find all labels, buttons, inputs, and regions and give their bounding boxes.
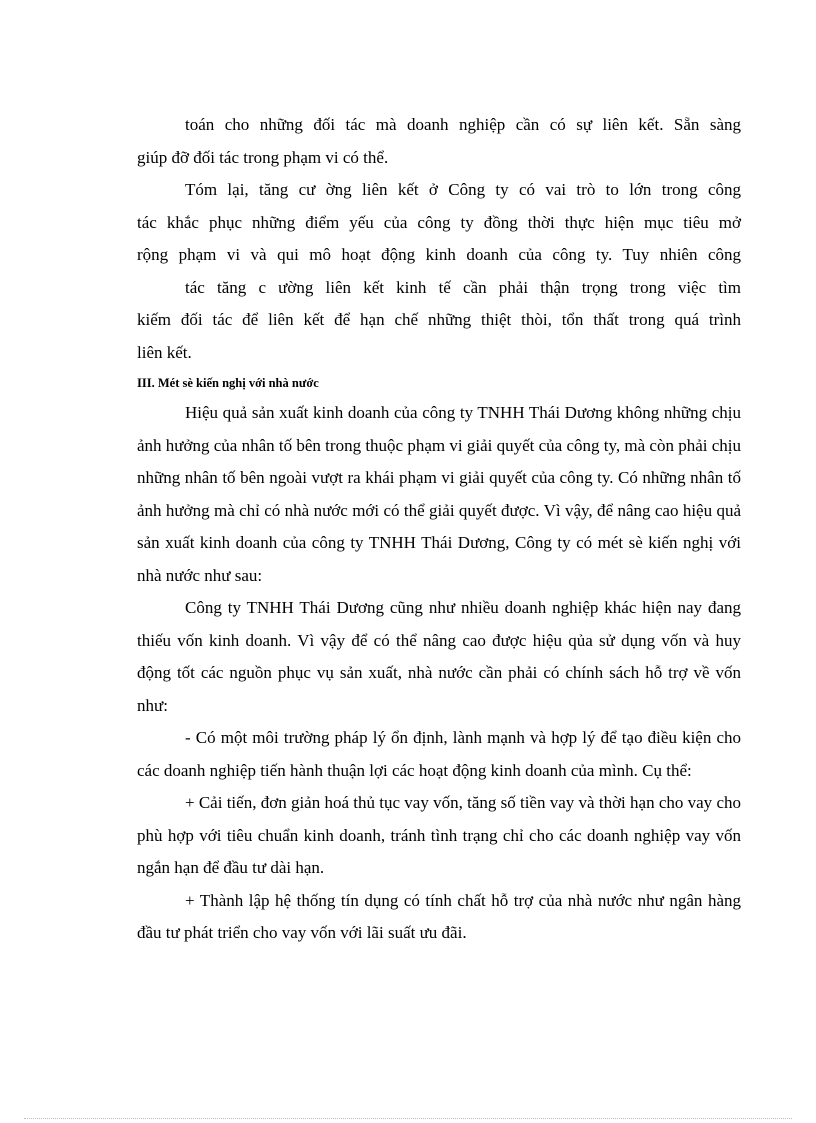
paragraph: - Có một môi trường pháp lý ổn định, lành mạnh và hợp lý để tạo điều kiện cho các doanh nghiệp tiến hành thuận lợi các hoạt động kinh doanh của mình. Cụ thể: <box>137 728 741 780</box>
paragraph: + Cải tiến, đơn giản hoá thủ tục vay vốn, tăng số tiền vay và thời hạn cho vay cho phù hợp với tiêu chuẩn kinh doanh, tránh tình trạng chỉ cho các doanh nghiệp vay vốn ngắn hạn để đầu tư dài hạn. <box>137 793 741 877</box>
text-line: toán cho những đối tác mà doanh nghiệp cần có sự liên kết. Sẵn sàng <box>185 115 741 134</box>
document-body <box>137 109 741 950</box>
paragraph: Hiệu quả sản xuất kinh doanh của công ty TNHH Thái Dương không những chịu ảnh hưởng của nhân tố bên trong thuộc phạm vi giải quyết của công ty, mà còn phải chịu những nhân tố bên ngoài vượt ra khái phạm vi giải quyết của công ty. Có những nhân tố ảnh hưởng mà chỉ có nhà nước mới có thể giải quyết được. Vì vậy, để nâng cao hiệu quả sản xuất kinh doanh của công ty TNHH Thái Dương, Công ty có mét sè kiến nghị với nhà nước như sau: <box>137 403 741 585</box>
text-line: liên kết. <box>137 342 192 362</box>
page-bottom-divider <box>24 1118 792 1119</box>
paragraph: Công ty TNHH Thái Dương cũng như nhiều doanh nghiệp khác hiện nay đang thiếu vốn kinh doanh. Vì vậy để có thể nâng cao được hiệu qủa sử dụng vốn và huy động tốt các nguồn phục vụ sản xuất, nhà nước cần phải có chính sách hỗ trợ về vốn như: <box>137 598 741 715</box>
text-line: Tóm lại, tăng cư ờng liên kết ở Công ty có vai trò to lớn trong công <box>185 180 741 199</box>
text-line: rộng phạm vi và qui mô hoạt động kinh doanh của công ty. Tuy nhiên công <box>137 245 741 264</box>
text-line: kiếm đối tác để liên kết để hạn chế những thiệt thòi, tổn thất trong quá trình <box>137 310 741 329</box>
paragraph: + Thành lập hệ thống tín dụng có tính chất hỗ trợ của nhà nước như ngân hàng đầu tư phát triển cho vay vốn với lãi suất ưu đãi. <box>137 890 741 942</box>
section-heading: III. Mét sè kiến nghị với nhà nước <box>137 376 319 390</box>
text-line: tác khắc phục những điểm yếu của công ty đồng thời thực hiện mục tiêu mở <box>137 212 741 232</box>
text-line: giúp đỡ đối tác trong phạm vi có thể. <box>137 147 389 167</box>
text-line: tác tăng c ường liên kết kinh tế cần phải thận trọng trong việc tìm <box>185 277 741 297</box>
